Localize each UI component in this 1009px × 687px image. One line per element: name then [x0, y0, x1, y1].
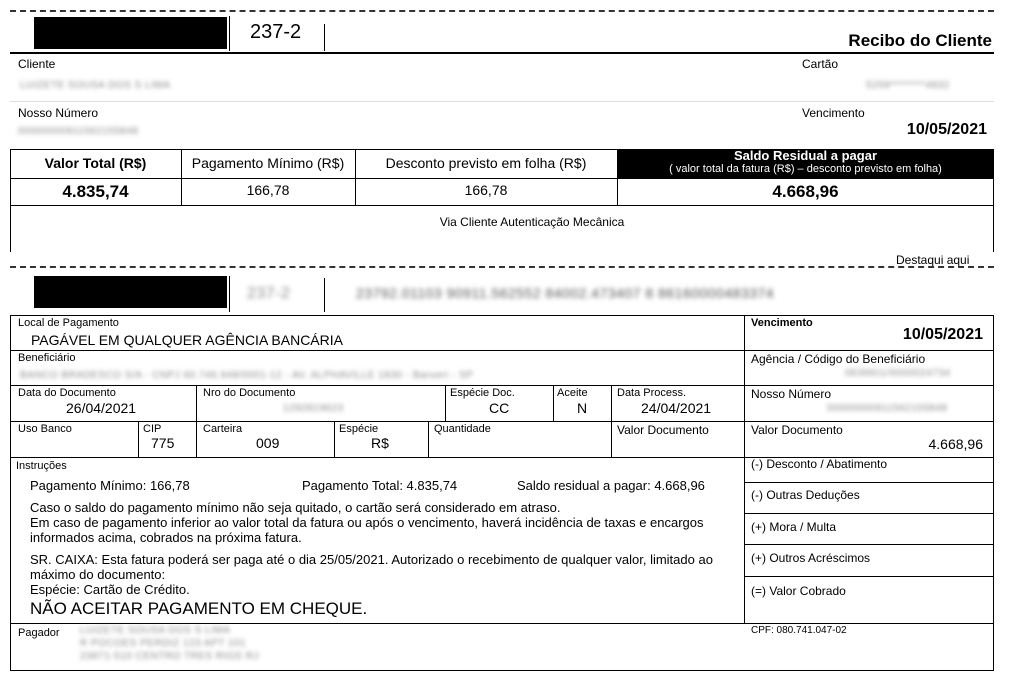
nro-doc-label: Nro do Documento: [203, 387, 296, 399]
slip-vencimento-value: 10/05/2021: [902, 326, 983, 343]
divider: [10, 52, 994, 54]
divider: [324, 24, 325, 51]
mora-multa: (+) Mora / Multa: [751, 520, 837, 534]
cartao-label: Cartão: [802, 57, 839, 71]
valor-doc-value: 4.668,96: [928, 436, 983, 452]
divider: [10, 206, 11, 252]
divider: [324, 278, 325, 312]
instruction-1: Caso o saldo do pagamento mínimo não seja quitado, o cartão será considerado em atraso.: [30, 500, 561, 515]
divider: [744, 482, 994, 483]
agencia-label: Agência / Código do Beneficiário: [751, 352, 926, 366]
slip-vencimento-label: Vencimento: [751, 317, 813, 329]
divider: [10, 623, 994, 624]
divider: [611, 421, 612, 457]
top-dashed-line: [10, 10, 994, 12]
redacted-bank-logo: [34, 17, 227, 49]
divider: [445, 385, 446, 421]
especie-value: R$: [371, 435, 389, 451]
especie-label: Espécie: [339, 423, 379, 435]
carteira-label: Carteira: [203, 423, 243, 435]
divider: [138, 421, 139, 457]
valor-doc-label-right: Valor Documento: [751, 423, 843, 437]
cut-dashed-line: [10, 266, 994, 268]
nosso-numero-label: Nosso Número: [18, 106, 99, 120]
instruction-5: máximo do documento:: [30, 567, 166, 582]
cartao-value: 5259********4832: [866, 80, 950, 91]
divider: [229, 16, 230, 51]
quantidade-label: Quantidade: [434, 423, 491, 435]
saldo-text: Saldo residual a pagar: 4.668,96: [517, 478, 705, 493]
desconto-label: Desconto previsto em folha (R$): [385, 155, 587, 171]
pag-min-text: Pagamento Mínimo: 166,78: [30, 478, 190, 493]
vencimento-label: Vencimento: [802, 106, 865, 120]
receipt-title: Recibo do Cliente: [848, 31, 992, 50]
data-doc-label: Data do Documento: [18, 387, 116, 399]
pagador-line-2: R POCOES PERDIZ 123 APT 101: [80, 638, 247, 649]
vencimento-value: 10/05/2021: [906, 121, 987, 138]
especie-doc-label: Espécie Doc.: [450, 387, 515, 399]
instrucoes-label: Instruções: [16, 460, 67, 472]
divider: [10, 385, 994, 386]
valor-doc-label: Valor Documento: [617, 423, 709, 437]
divider: [744, 513, 994, 514]
aceite-label: Aceite: [557, 387, 588, 399]
valor-total-value: 4.835,74: [62, 182, 129, 201]
divider: [744, 544, 994, 545]
data-doc-value: 26/04/2021: [66, 400, 137, 416]
nosso-numero-value: 00000000911562155848: [18, 126, 139, 137]
instruction-4: SR. CAIXA: Esta fatura poderá ser paga até o dia 25/05/2021. Autorizado o recebimento de qualquer valor, limitado ao: [30, 552, 713, 567]
divider: [229, 276, 230, 312]
carteira-value: 009: [256, 435, 280, 451]
nro-doc-value: 1292819623: [283, 403, 344, 414]
divider: [428, 421, 429, 457]
divider: [10, 101, 994, 102]
data-process-value: 24/04/2021: [641, 400, 712, 416]
instruction-7: NÃO ACEITAR PAGAMENTO EM CHEQUE.: [30, 599, 368, 618]
pag-total-text: Pagamento Total: 4.835,74: [302, 478, 458, 493]
data-process-label: Data Process.: [617, 387, 687, 399]
divider: [334, 421, 335, 457]
cip-value: 775: [151, 435, 175, 451]
instruction-6: Espécie: Cartão de Crédito.: [30, 582, 190, 597]
cpf-text: CPF: 080.741.047-02: [751, 625, 847, 636]
pagador-line-1: LUIZETE SOUSA DOS S LIMA: [80, 625, 231, 636]
slip-nosso-numero-value: 00000000911562155848: [827, 403, 948, 414]
valor-cobrado: (=) Valor Cobrado: [751, 584, 846, 598]
divider: [10, 350, 994, 351]
divider: [993, 206, 994, 252]
linha-digitavel: 23792.01103 90911.562552 84002.473407 8 86160000483374: [356, 285, 775, 301]
redacted-bank-logo: [34, 276, 227, 308]
divider: [10, 421, 994, 422]
beneficiario-label: Beneficiário: [18, 352, 76, 364]
desconto-value: 166,78: [464, 182, 508, 198]
agencia-value: 0639911/0000024734: [845, 368, 951, 379]
instruction-2: Em caso de pagamento inferior ao valor total da fatura ou após o vencimento, haverá incidência de taxas e encargos: [30, 515, 704, 530]
local-value: PAGÁVEL EM QUALQUER AGÊNCIA BANCÁRIA: [31, 332, 343, 348]
instruction-3: informados acima, cobrados na próxima fatura.: [30, 530, 302, 545]
pagador-line-3: 23871-510 CENTRO TRES RIOS RJ: [80, 651, 259, 662]
bank-code: 237-2: [250, 21, 302, 43]
cip-label: CIP: [143, 423, 162, 435]
desconto-abatimento: (-) Desconto / Abatimento: [751, 457, 888, 471]
destaque-text: Destaqui aqui: [896, 253, 970, 267]
divider: [553, 385, 554, 421]
saldo-value: 4.668,96: [772, 182, 839, 201]
outras-deducoes: (-) Outras Deduções: [751, 488, 860, 502]
slip-nosso-numero-label: Nosso Número: [751, 387, 832, 401]
pagamento-minimo-label: Pagamento Mínimo (R$): [191, 155, 345, 171]
divider: [744, 576, 994, 577]
slip-bank-code: 237-2: [247, 285, 291, 302]
divider: [611, 385, 612, 421]
autenticacao-text: Via Cliente Autenticação Mecânica: [439, 215, 625, 229]
divider: [196, 385, 197, 421]
cliente-label: Cliente: [18, 57, 56, 71]
valor-total-label: Valor Total (R$): [44, 155, 147, 171]
aceite-value: N: [577, 400, 588, 416]
outros-acrescimos: (+) Outros Acréscimos: [751, 551, 871, 565]
beneficiario-value: BANCO BRADESCO S/A - CNPJ 60.746.948/0001-12 - AV. ALPHAVILLE 1830 - Barueri - SP: [20, 370, 474, 381]
cliente-value: LUIZETE SOUSA DOS S LIMA: [20, 80, 171, 91]
pagamento-minimo-value: 166,78: [246, 182, 290, 198]
saldo-label: Saldo Residual a pagar: [733, 148, 878, 163]
pagador-label: Pagador: [18, 627, 60, 639]
divider: [10, 178, 994, 179]
local-label: Local de Pagamento: [18, 317, 119, 329]
divider: [196, 421, 197, 457]
saldo-sublabel: ( valor total da fatura (R$) – desconto previsto em folha): [669, 163, 942, 175]
uso-banco-label: Uso Banco: [18, 423, 72, 435]
especie-doc-value: CC: [489, 400, 510, 416]
